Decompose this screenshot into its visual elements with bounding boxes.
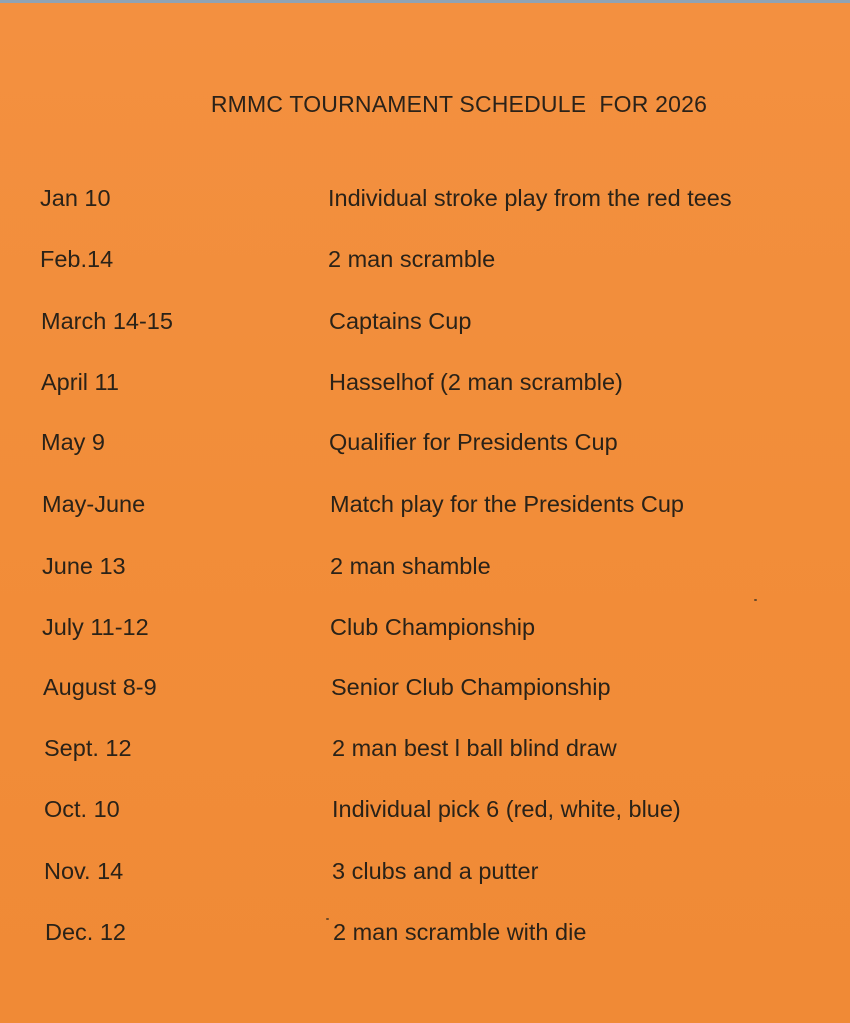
schedule-date: June 13: [42, 553, 126, 579]
schedule-date: August 8-9: [43, 674, 157, 700]
schedule-event: 2 man scramble with die: [333, 919, 587, 945]
schedule-sheet: [0, 3, 850, 1023]
schedule-event: 2 man scramble: [328, 246, 496, 272]
schedule-date: Dec. 12: [45, 919, 126, 945]
schedule-date: Sept. 12: [44, 735, 132, 761]
schedule-date: Jan 10: [40, 185, 111, 211]
schedule-date: May-June: [42, 491, 146, 517]
schedule-date: Nov. 14: [44, 858, 124, 884]
schedule-event: Individual pick 6 (red, white, blue): [332, 796, 681, 822]
schedule-date: Oct. 10: [44, 796, 120, 822]
schedule-event: 3 clubs and a putter: [332, 858, 539, 884]
schedule-date: April 11: [41, 369, 119, 395]
schedule-date: Feb.14: [40, 246, 114, 272]
schedule-event: Qualifier for Presidents Cup: [329, 429, 618, 455]
schedule-event: Hasselhof (2 man scramble): [329, 369, 623, 395]
schedule-event: Club Championship: [330, 614, 536, 640]
schedule-date: July 11-12: [42, 614, 149, 640]
schedule-event: Senior Club Championship: [331, 674, 611, 700]
schedule-event: 2 man shamble: [330, 553, 491, 579]
schedule-event: Individual stroke play from the red tees: [328, 185, 732, 211]
schedule-event: Match play for the Presidents Cup: [330, 491, 684, 517]
schedule-date: March 14-15: [41, 308, 173, 334]
schedule-event: 2 man best l ball blind draw: [332, 735, 617, 761]
schedule-date: May 9: [41, 429, 105, 455]
schedule-event: Captains Cup: [329, 308, 472, 334]
scan-speck: [754, 599, 757, 601]
scan-speck: [326, 918, 329, 920]
document-title: RMMC TOURNAMENT SCHEDULE FOR 2026: [210, 91, 708, 117]
